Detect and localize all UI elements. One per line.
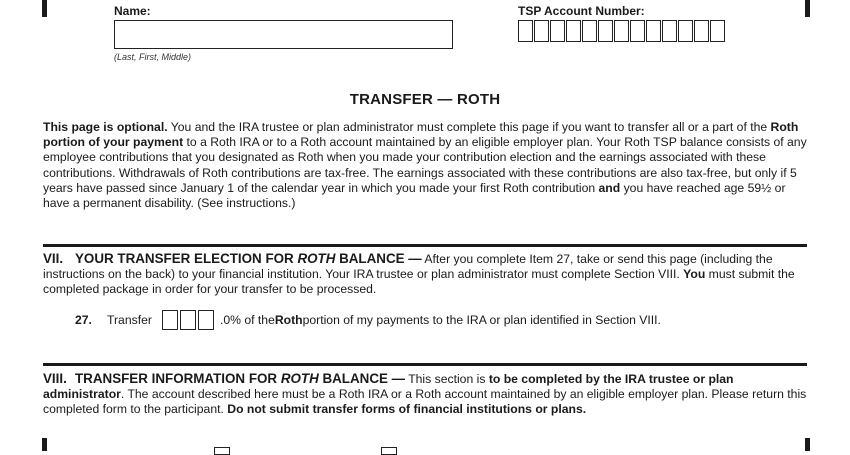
section-7-heading-a: YOUR TRANSFER ELECTION FOR xyxy=(75,251,298,266)
section-8-heading-b: BALANCE — xyxy=(318,371,406,386)
section-7-number: VII. xyxy=(43,251,64,266)
section-8-text-2: . The account described here must be a Roth IRA or a Roth account maintained by an eligible employer plan. Please return this completed form to the participant. xyxy=(43,387,807,417)
section-8-text-1: This section is xyxy=(405,372,489,386)
percent-digit-box[interactable] xyxy=(180,310,196,330)
tsp-account-number-field[interactable] xyxy=(518,20,726,42)
tsp-digit-box[interactable] xyxy=(630,20,645,42)
tsp-digit-box[interactable] xyxy=(662,20,677,42)
intro-paragraph xyxy=(43,120,813,211)
intro-text-2: to a Roth IRA or to a Roth account maintained by an eligible employer plan. Your Roth TSP balance consists of any employee contributions that you designated as Roth when you made your contribution election and the earnings associated with these contributions. Withdrawals of Roth contributions are tax-free. The earnings associated with these contributions are also tax-free, but only if 5 years have passed since January 1 of the calendar year in which you made your first Roth contribution xyxy=(43,135,807,195)
section-8-bold-1: to be completed by the IRA trustee or plan administrator xyxy=(43,372,734,402)
tsp-digit-box[interactable] xyxy=(678,20,693,42)
tsp-digit-box[interactable] xyxy=(550,20,565,42)
tsp-digit-box[interactable] xyxy=(518,20,533,42)
name-hint: (Last, First, Middle) xyxy=(114,52,192,62)
page-title: TRANSFER — ROTH xyxy=(349,91,501,108)
intro-text-3: you have reached age 59½ or have a permanent disability. (See instructions.) xyxy=(43,180,786,211)
section-8-number: VIII. xyxy=(43,371,67,386)
section-7-heading-b: BALANCE — xyxy=(335,251,422,266)
tsp-digit-box[interactable] xyxy=(582,20,597,42)
tsp-digit-box[interactable] xyxy=(694,20,709,42)
tsp-account-label: TSP Account Number: xyxy=(518,4,645,18)
intro-bold-2: and xyxy=(598,180,621,195)
corner-mark-bottom-left xyxy=(42,438,47,451)
section-7-text-1: After you complete Item 27, take or send this page (including the instructions on the back) to your financial institution. Your IRA trustee or plan administrator must complete Section VIII. xyxy=(43,252,773,282)
section-8-bold-2: Do not submit transfer forms of financial institutions or plans. xyxy=(227,402,587,417)
section-7-text-2: must submit the completed package in order for your transfer to be processed. xyxy=(43,267,795,297)
intro-text-1: You and the IRA trustee or plan administrator must complete this page if you want to transfer all or a part of the xyxy=(167,120,771,134)
checkbox[interactable] xyxy=(381,447,397,455)
name-field[interactable] xyxy=(114,20,453,49)
section-8 xyxy=(43,371,813,418)
item-27-row xyxy=(75,310,661,330)
section-8-heading-roth: ROTH xyxy=(280,371,319,386)
item-27-label: Transfer xyxy=(107,313,152,327)
tsp-digit-box[interactable] xyxy=(566,20,581,42)
tsp-digit-box[interactable] xyxy=(598,20,613,42)
tsp-digit-box[interactable] xyxy=(614,20,629,42)
item-27-suffix-roth: Roth xyxy=(274,313,303,327)
tsp-digit-box[interactable] xyxy=(534,20,549,42)
item-27-suffix-b: portion of my payments to the IRA or plan identified in Section VIII. xyxy=(302,313,661,327)
transfer-percent-field[interactable] xyxy=(162,310,216,330)
section-8-rule xyxy=(43,363,807,366)
section-7-heading-roth: ROTH xyxy=(297,251,336,266)
corner-mark-bottom-right xyxy=(805,438,810,451)
tsp-digit-box[interactable] xyxy=(646,20,661,42)
corner-mark-top-left xyxy=(42,0,47,17)
corner-mark-top-right xyxy=(805,0,810,17)
intro-lead: This page is optional. xyxy=(43,120,168,134)
section-7-rule xyxy=(43,244,807,247)
item-27-number: 27. xyxy=(75,313,92,327)
percent-digit-box[interactable] xyxy=(162,310,178,330)
section-8-heading-a: TRANSFER INFORMATION FOR xyxy=(75,371,281,386)
intro-bold-1: Roth portion of your payment xyxy=(43,120,799,150)
name-label: Name: xyxy=(114,4,151,18)
item-27-suffix-a: .0% of the xyxy=(219,313,275,327)
section-7-bold-1: You xyxy=(683,267,706,282)
tsp-digit-box[interactable] xyxy=(710,20,725,42)
percent-digit-box[interactable] xyxy=(198,310,214,330)
checkbox[interactable] xyxy=(214,447,230,455)
section-7 xyxy=(43,251,813,298)
